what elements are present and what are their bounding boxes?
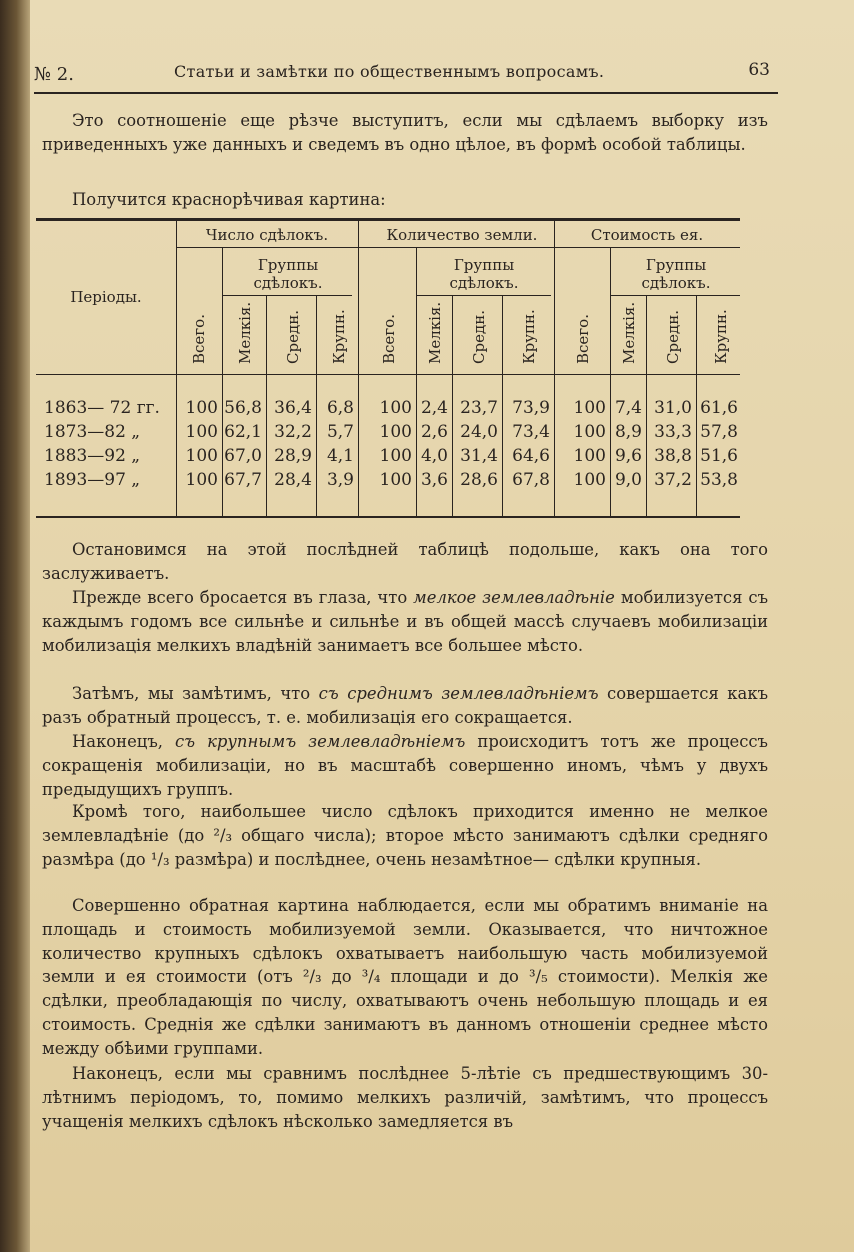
row-value: 100 [185, 422, 218, 442]
row-value: 100 [185, 398, 218, 418]
row-value: 7,4 [614, 398, 642, 418]
row-value: 100 [185, 470, 218, 490]
header-large-deals: Крупн. [330, 309, 348, 364]
page-number: 63 [748, 60, 770, 80]
table-row [36, 470, 740, 494]
table-sub-rule-2 [416, 295, 551, 296]
row-value: 2,6 [420, 422, 448, 442]
row-value: 28,6 [460, 470, 498, 490]
row-value: 23,7 [460, 398, 498, 418]
header-small-land: Мелкія. [426, 301, 444, 364]
table-sub-rule-3 [610, 295, 740, 296]
row-value: 67,0 [224, 446, 262, 466]
running-title: Статьи и замѣтки по общественнымъ вопросамъ. [174, 62, 605, 81]
row-value: 9,6 [614, 446, 642, 466]
header-medium-value: Средн. [664, 310, 682, 364]
row-value: 73,4 [512, 422, 550, 442]
paragraph-comparison: Наконецъ, если мы сравнимъ послѣднее 5-лѣтіе съ предшествующимъ 30-лѣтнимъ періодомъ, то, помимо мелкихъ различій, замѣтимъ, что процессъ учащенія мелкихъ сдѣлокъ нѣсколько замедляется въ [42, 1064, 768, 1131]
row-value: 6,8 [326, 398, 354, 418]
header-small-value: Мелкія. [620, 301, 638, 364]
row-value: 51,6 [700, 446, 738, 466]
text-run: происходитъ тотъ же процессъ сокращенія мобилизаціи, но въ масштабѣ совершенно иномъ, чѣмъ у двухъ предыдущихъ группъ. [42, 732, 768, 799]
row-value: 32,2 [274, 422, 312, 442]
table-top-rule [36, 218, 740, 221]
paragraph-stop: Остановимся на этой послѣдней таблицѣ подольше, какъ она того заслуживаетъ. [42, 540, 768, 583]
row-value: 64,6 [512, 446, 550, 466]
paragraph-large-holdings [42, 730, 768, 801]
table-row [36, 446, 740, 470]
emphasis-text: съ крупнымъ землевладѣніемъ [175, 732, 466, 751]
row-value: 100 [379, 446, 412, 466]
row-value: 28,9 [274, 446, 312, 466]
header-group-value: Стоимость ея. [590, 226, 704, 244]
header-subgroups-deals: Группы сдѣлокъ. [253, 256, 323, 292]
row-period: 1873—82 „ [44, 422, 141, 442]
row-value: 31,0 [654, 398, 692, 418]
text-run: Наконецъ, [72, 732, 175, 751]
row-value: 67,8 [512, 470, 550, 490]
row-value: 100 [379, 422, 412, 442]
row-period: 1863— 72 гг. [44, 398, 160, 418]
table-row [36, 398, 740, 422]
text-run: Прежде всего бросается въ глаза, что [72, 588, 414, 607]
row-value: 100 [573, 470, 606, 490]
row-value: 100 [379, 398, 412, 418]
row-period: 1883—92 „ [44, 446, 141, 466]
paragraph-deal-counts: Кромѣ того, наибольшее число сдѣлокъ приходится именно не мелкое землевладѣніе (до ²/₃ общаго числа); второе мѣсто занимаютъ сдѣлки средняго размѣра (до ¹/₃ размѣра) и послѣднее, очень незамѣтное— сдѣлки крупныя. [42, 802, 768, 869]
row-value: 57,8 [700, 422, 738, 442]
row-value: 9,0 [614, 470, 642, 490]
header-total-deals: Всего. [190, 314, 208, 364]
row-value: 8,9 [614, 422, 642, 442]
row-value: 31,4 [460, 446, 498, 466]
row-value: 24,0 [460, 422, 498, 442]
table-header-bottom-rule [36, 374, 740, 375]
paragraph-table-lead: Получится краснорѣчивая картина: [72, 190, 386, 209]
header-subgroups-value: Группы сдѣлокъ. [641, 256, 711, 292]
row-value: 2,4 [420, 398, 448, 418]
row-value: 38,8 [654, 446, 692, 466]
book-spine-shadow [0, 0, 30, 1252]
book-page [30, 0, 854, 1252]
row-value: 100 [379, 470, 412, 490]
table-row [36, 422, 740, 446]
header-group-deals: Число сдѣлокъ. [205, 226, 329, 244]
text-run: Затѣмъ, мы замѣтимъ, что [72, 684, 319, 703]
header-medium-land: Средн. [470, 310, 488, 364]
table-bottom-rule [36, 516, 740, 518]
row-value: 3,6 [420, 470, 448, 490]
text-run: мобилизуется съ каждымъ годомъ все сильнѣе и сильнѣе и въ общей массѣ случаевъ мобилизаціи мобилизація мелкихъ владѣній занимаетъ все большее мѣсто. [42, 588, 768, 655]
paragraph-opposite-picture: Совершенно обратная картина наблюдается, если мы обратимъ вниманіе на площадь и стоимость мобилизуемой земли. Оказывается, что ничтожное количество крупныхъ сдѣлокъ охватываетъ наибольшую часть мобилизуемой земли и ея стоимости (отъ ²/₃ до ³/₄ площади и до ³/₅ стоимости). Мелкія же сдѣлки, преобладающія по числу, охватываютъ очень небольшую площадь и ея стоимость. Среднія же сдѣлки занимаютъ въ данномъ отношеніи среднее мѣсто между обѣими группами. [42, 896, 768, 1058]
row-value: 100 [573, 422, 606, 442]
row-value: 61,6 [700, 398, 738, 418]
row-value: 100 [573, 446, 606, 466]
row-value: 53,8 [700, 470, 738, 490]
row-value: 36,4 [274, 398, 312, 418]
header-large-land: Крупн. [520, 309, 538, 364]
header-large-value: Крупн. [712, 309, 730, 364]
row-value: 73,9 [512, 398, 550, 418]
text-run: совершается какъ разъ обратный процессъ, т. е. мобилизація его сокращается. [42, 684, 768, 727]
row-period: 1893—97 „ [44, 470, 141, 490]
row-value: 4,0 [420, 446, 448, 466]
row-value: 100 [185, 446, 218, 466]
header-total-land: Всего. [380, 314, 398, 364]
header-periods: Періоды. [70, 288, 142, 306]
paragraph-small-holdings [42, 586, 768, 657]
header-small-deals: Мелкія. [236, 301, 254, 364]
row-value: 5,7 [326, 422, 354, 442]
running-header [34, 52, 778, 94]
paragraph-medium-holdings [42, 682, 768, 730]
header-total-value: Всего. [574, 314, 592, 364]
table-group-rule [176, 247, 740, 248]
header-medium-deals: Средн. [284, 310, 302, 364]
row-value: 100 [573, 398, 606, 418]
emphasis-text: мелкое землевладѣніе [413, 588, 615, 607]
table-sub-rule-1 [222, 295, 352, 296]
header-subgroups-land: Группы сдѣлокъ. [449, 256, 519, 292]
row-value: 28,4 [274, 470, 312, 490]
statistics-table [36, 218, 740, 518]
row-value: 3,9 [326, 470, 354, 490]
row-value: 62,1 [224, 422, 262, 442]
row-value: 33,3 [654, 422, 692, 442]
issue-number: № 2. [34, 64, 74, 85]
row-value: 4,1 [326, 446, 354, 466]
row-value: 56,8 [224, 398, 262, 418]
row-value: 37,2 [654, 470, 692, 490]
emphasis-text: съ среднимъ землевладѣніемъ [318, 684, 599, 703]
row-value: 67,7 [224, 470, 262, 490]
paragraph-intro: Это соотношеніе еще рѣзче выступитъ, если мы сдѣлаемъ выборку изъ приведенныхъ уже данныхъ и сведемъ въ одно цѣлое, въ формѣ особой таблицы. [42, 111, 768, 154]
header-group-land: Количество земли. [386, 226, 538, 244]
